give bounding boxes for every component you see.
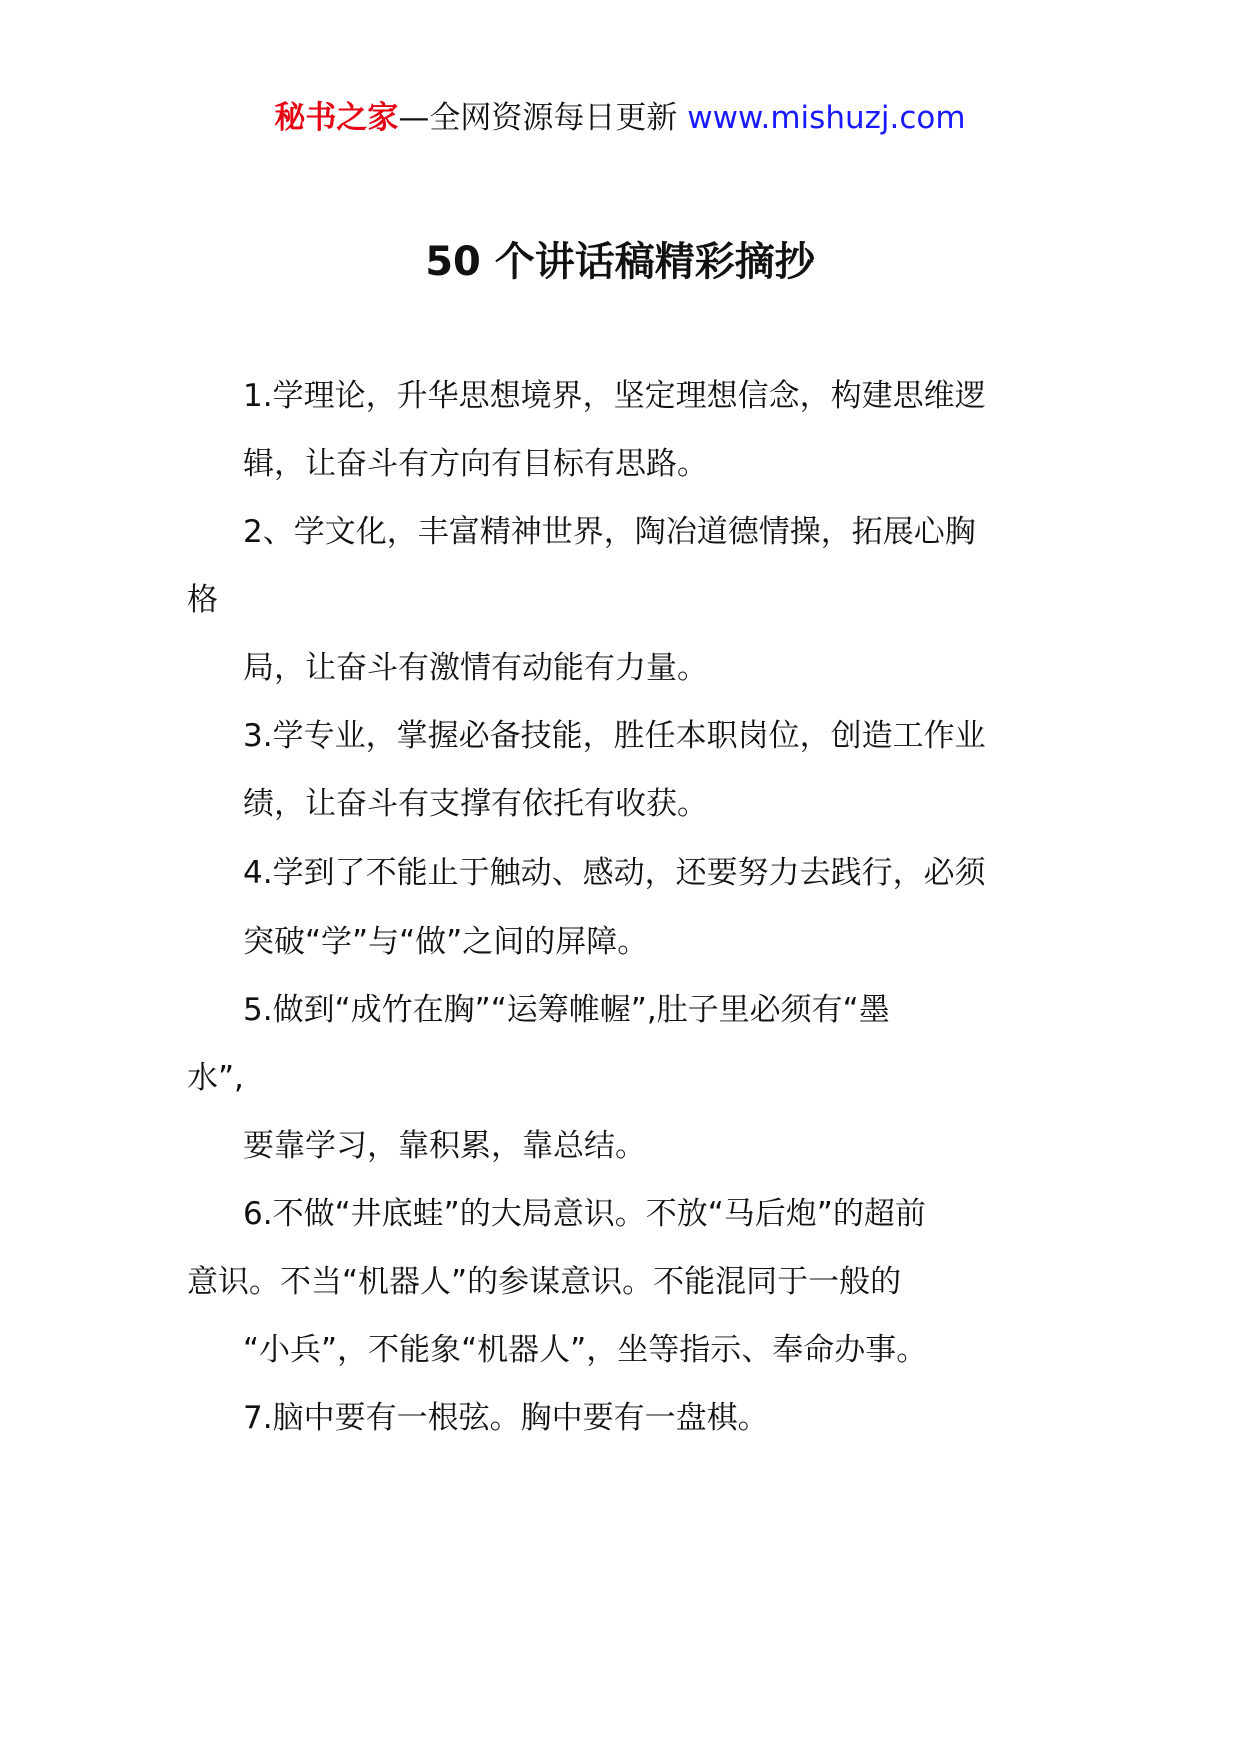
text-line: 绩，让奋斗有支撑有依托有收获。 [243, 786, 708, 822]
text-line: 辑，让奋斗有方向有目标有思路。 [243, 446, 708, 482]
text-line: 5.做到“成竹在胸”“运筹帷幄”,肚子里必须有“墨 [243, 992, 890, 1028]
brand-name: 秘书之家 [274, 100, 399, 136]
text-line: 1.学理论，升华思想境界，坚定理想信念，构建思维逻 [243, 378, 986, 414]
text-line: 6.不做“井底蛙”的大局意识。不放“马后炮”的超前 [243, 1196, 926, 1232]
text-line: 水”, [187, 1060, 244, 1096]
text-line: 局，让奋斗有激情有动能有力量。 [243, 650, 708, 686]
text-line: 3.学专业，掌握必备技能，胜任本职岗位，创造工作业 [243, 718, 986, 754]
text-line: 要靠学习，靠积累，靠总结。 [243, 1128, 646, 1164]
site-url-link[interactable]: www.mishuzj.com [687, 100, 966, 136]
text-line: “小兵”，不能象“机器人”，坐等指示、奉命办事。 [243, 1332, 928, 1368]
document-title: 50 个讲话稿精彩摘抄 [425, 239, 815, 285]
text-line: 4.学到了不能止于触动、感动，还要努力去践行，必须 [243, 855, 986, 891]
text-line: 突破“学”与“做”之间的屏障。 [243, 924, 649, 960]
site-header [0, 98, 1240, 138]
text-line: 格 [187, 582, 218, 618]
text-line: 2、学文化，丰富精神世界，陶冶道德情操，拓展心胸 [243, 514, 976, 550]
text-line: 7.脑中要有一根弦。胸中要有一盘棋。 [243, 1400, 769, 1436]
site-slogan: —全网资源每日更新 [398, 100, 678, 136]
text-line: 意识。不当“机器人”的参谋意识。不能混同于一般的 [187, 1264, 902, 1300]
